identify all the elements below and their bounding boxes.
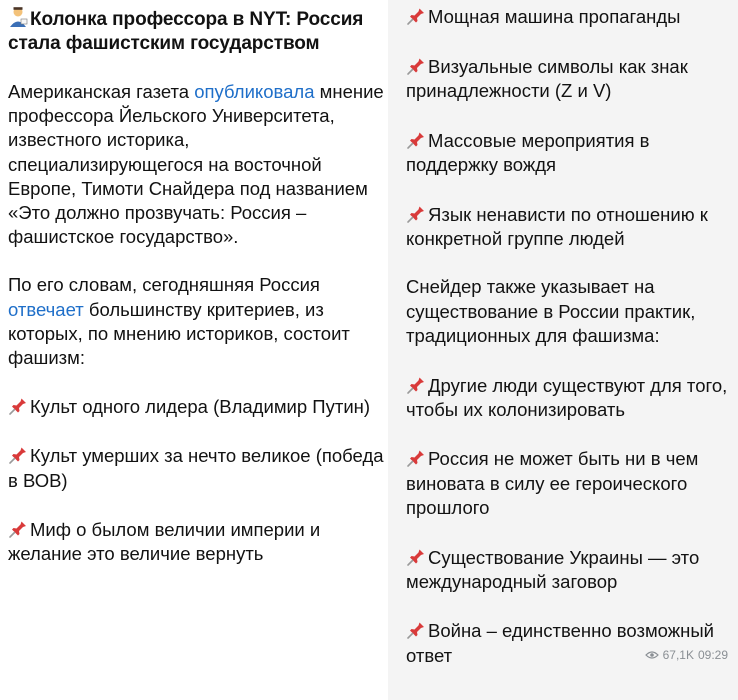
criteria-paragraph: По его словам, сегодняшняя Россия отвечает большинству критериев, из которых, по мнению историков, состоит фашизм:	[8, 274, 350, 369]
pushpin-icon	[406, 54, 426, 76]
list-item: Визуальные символы как знак принадлежности (Z и V)	[406, 55, 688, 101]
pushpin-icon	[8, 394, 28, 416]
pushpin-icon	[406, 4, 426, 26]
list-item: Культ умерших за нечто великое (победа в ВОВ)	[8, 445, 384, 491]
pushpin-icon	[406, 128, 426, 150]
list-item: Мощная машина пропаганды	[406, 4, 738, 29]
list-item: Россия не может быть ни в чем виновата в силу ее героического прошлого	[406, 448, 699, 518]
pushpin-icon	[8, 517, 28, 539]
pushpin-icon	[406, 618, 426, 640]
published-link[interactable]: опубликовала	[194, 81, 315, 102]
eye-icon	[645, 650, 659, 660]
list-item: Язык ненависти по отношению к конкретной группе людей	[406, 203, 708, 249]
message-time: 09:29	[697, 648, 728, 662]
teacher-icon	[8, 6, 28, 28]
intro-paragraph: Американская газета опубликовала мнение профессора Йельского Университета, известного историка, специализирующегося на восточной Европе, Тимоти Снайдера под названием «Это должно прозвучать: Россия – фашистское государство».	[8, 81, 384, 248]
pushpin-icon	[406, 446, 426, 468]
message-meta	[645, 648, 728, 662]
view-count: 67,1K	[662, 648, 694, 662]
practices-paragraph: Снейдер также указывает на существование в России практик, традиционных для фашизма:	[406, 276, 696, 346]
pushpin-icon	[406, 373, 426, 395]
right-column	[388, 0, 738, 700]
list-item: Существование Украины — это международный заговор	[406, 546, 700, 592]
list-item: Война – единственно возможный ответ	[406, 620, 714, 666]
pushpin-icon	[406, 202, 426, 224]
post-title: Колонка профессора в NYT: Россия стала фашистским государством	[8, 6, 388, 56]
list-item: Массовые мероприятия в поддержку вождя	[406, 129, 650, 175]
list-item: Культ одного лидера (Владимир Путин)	[8, 394, 388, 419]
list-item: Миф о былом величии империи и желание это величие вернуть	[8, 518, 321, 565]
corresponds-link[interactable]: отвечает	[8, 298, 84, 320]
pushpin-icon	[8, 443, 28, 465]
pushpin-icon	[406, 545, 426, 567]
list-item: Другие люди существуют для того, чтобы их колонизировать	[406, 374, 728, 420]
